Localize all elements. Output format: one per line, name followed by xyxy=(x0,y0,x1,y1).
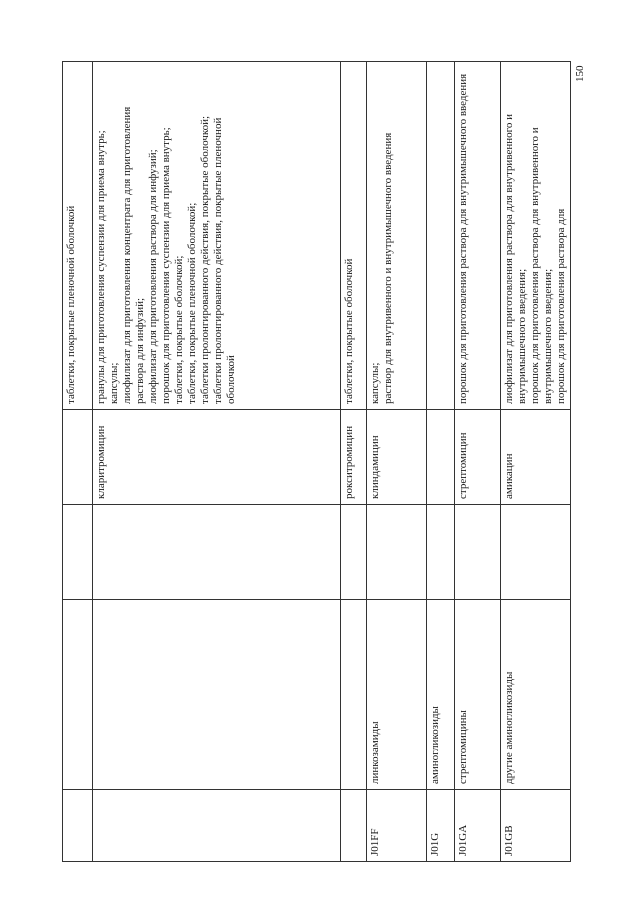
dosage-form: порошок для приготовления раствора для внутримышечного введения xyxy=(457,73,469,404)
atc-code: J01FF xyxy=(369,828,381,856)
group-cell xyxy=(501,600,571,790)
table-row xyxy=(501,62,571,862)
atc-code-cell xyxy=(367,790,427,862)
dosage-form: капсулы; xyxy=(369,362,381,404)
dosage-form: таблетки, покрытые пленочной оболочкой xyxy=(65,205,77,404)
group-name: аминогликозиды xyxy=(429,706,441,784)
dosage-form-cell xyxy=(341,62,367,410)
group-name: линкозамиды xyxy=(369,721,381,784)
table-row xyxy=(93,62,341,862)
dosage-form: раствор для внутривенного и внутримышечного введения xyxy=(382,132,394,404)
dosage-form: порошок для приготовления суспензии для приема внутрь; xyxy=(160,127,172,404)
group-cell xyxy=(427,600,455,790)
table-row xyxy=(63,62,93,862)
drug-name: кларитромицин xyxy=(95,425,107,499)
dosage-form-cell xyxy=(63,62,93,410)
atc-code-cell xyxy=(93,790,341,862)
dosage-form: таблетки, покрытые оболочкой; xyxy=(173,255,185,404)
dosage-form: таблетки, покрытые оболочкой xyxy=(343,258,355,404)
dosage-form-cell xyxy=(455,62,501,410)
dosage-form-cell xyxy=(501,62,571,410)
drug-name-cell xyxy=(367,410,427,505)
drug-name: клиндамицин xyxy=(369,435,381,499)
dosage-form: порошок для приготовления раствора для xyxy=(555,208,567,404)
table-row xyxy=(455,62,501,862)
atc-code-cell xyxy=(427,790,455,862)
subgroup-cell xyxy=(367,505,427,600)
dosage-form: порошок для приготовления раствора для внутривенного и внутримышечного введения; xyxy=(529,127,554,404)
drug-name: рокситромицин xyxy=(343,425,355,499)
page-number: 150 xyxy=(574,65,586,83)
table-row xyxy=(341,62,367,862)
drug-name-cell xyxy=(501,410,571,505)
drug-name: стрептомицин xyxy=(457,432,469,499)
dosage-form: таблетки, покрытые пленочной оболочкой; xyxy=(186,202,198,404)
dosage-form: капсулы; xyxy=(108,362,120,404)
drug-name-cell xyxy=(93,410,341,505)
subgroup-cell xyxy=(501,505,571,600)
dosage-form: гранулы для приготовления суспензии для приема внутрь; xyxy=(95,130,107,404)
table-body xyxy=(63,62,571,862)
atc-code: J01G xyxy=(429,832,441,856)
subgroup-cell xyxy=(427,505,455,600)
drug-table xyxy=(62,61,571,862)
group-cell xyxy=(455,600,501,790)
group-cell xyxy=(93,600,341,790)
dosage-form: лиофилизат для приготовления концентрата для приготовления раствора для инфузий; xyxy=(121,106,146,404)
rotated-page-sheet xyxy=(62,62,567,862)
group-name: другие аминогликозиды xyxy=(503,671,515,784)
drug-name-cell xyxy=(455,410,501,505)
group-cell xyxy=(341,600,367,790)
dosage-form-cell xyxy=(93,62,341,410)
drug-name-cell xyxy=(63,410,93,505)
drug-name: амикацин xyxy=(503,453,515,499)
dosage-form: лиофилизат для приготовления раствора для внутривенного и внутримышечного введения; xyxy=(503,114,528,404)
dosage-form-cell xyxy=(427,62,455,410)
atc-code-cell xyxy=(341,790,367,862)
subgroup-cell xyxy=(455,505,501,600)
table-row xyxy=(367,62,427,862)
drug-name-cell xyxy=(427,410,455,505)
atc-code-cell xyxy=(501,790,571,862)
group-name: стрептомицины xyxy=(457,710,469,784)
atc-code-cell xyxy=(455,790,501,862)
atc-code: J01GA xyxy=(457,824,469,856)
group-cell xyxy=(63,600,93,790)
atc-code-cell xyxy=(63,790,93,862)
group-cell xyxy=(367,600,427,790)
dosage-form: таблетки пролонгированного действия, покрытые пленочной оболочкой xyxy=(212,117,237,404)
dosage-form-cell xyxy=(367,62,427,410)
subgroup-cell xyxy=(341,505,367,600)
dosage-form: таблетки пролонгированного действия, покрытые оболочкой; xyxy=(199,115,211,404)
drug-name-cell xyxy=(341,410,367,505)
atc-code: J01GB xyxy=(503,825,515,856)
subgroup-cell xyxy=(93,505,341,600)
dosage-form: лиофилизат для приготовления раствора для инфузий; xyxy=(147,149,159,404)
table-row xyxy=(427,62,455,862)
subgroup-cell xyxy=(63,505,93,600)
